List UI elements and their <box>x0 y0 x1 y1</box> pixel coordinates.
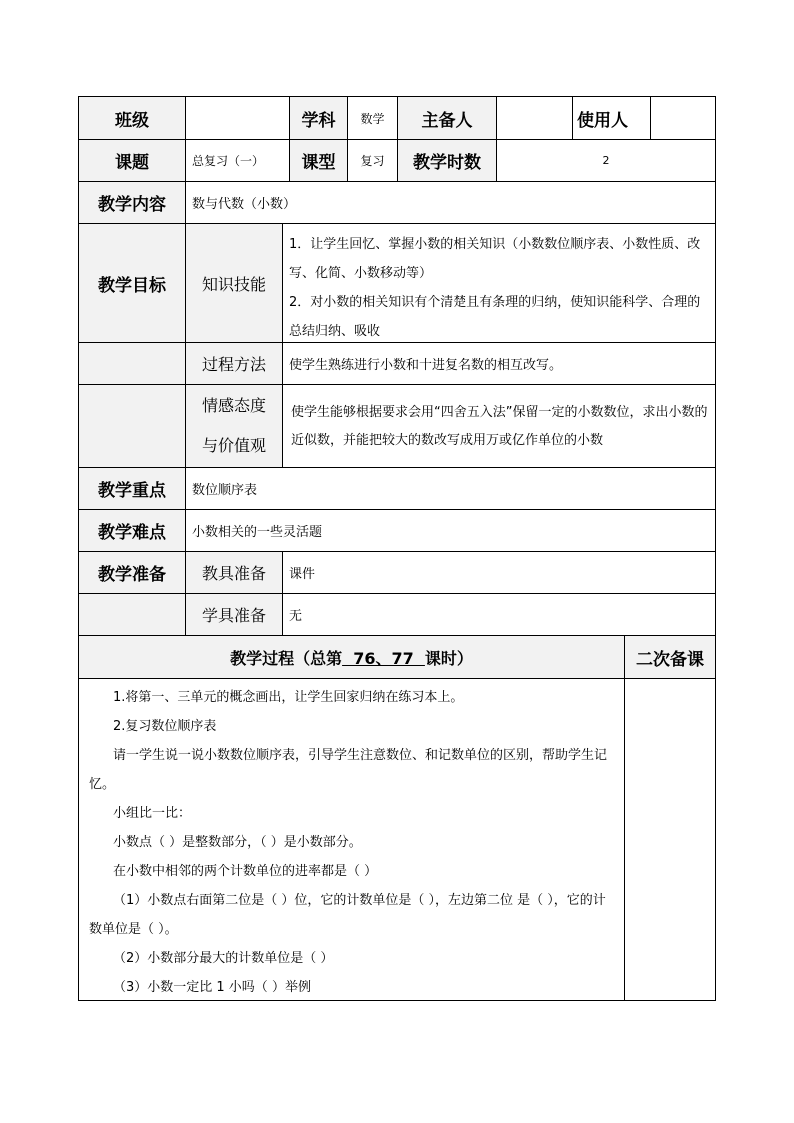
process-line: （2）小数部分最大的计数单位是（ ） <box>113 951 334 966</box>
emotion-value: 使学生能够根据要求会用“四舍五入法”保留一定的小数数位，求出小数的近似数，并能把较大的数改写成用万或亿作单位的小数 <box>283 385 715 468</box>
second-prep-cell <box>625 679 715 1000</box>
blank-cell <box>79 343 186 385</box>
process-line: 请一学生说一说小数数位顺序表，引导学生注意数位、和记数单位的区别，帮助学生记忆。 <box>89 748 608 792</box>
topic-label: 课题 <box>79 140 186 182</box>
class-label: 班级 <box>79 97 186 140</box>
key-point-label: 教学重点 <box>79 468 186 510</box>
lead-value <box>497 97 573 140</box>
hours-label: 教学时数 <box>398 140 497 182</box>
process-line: 小数点（ ）是整数部分，（ ）是小数部分。 <box>113 835 362 850</box>
user-value <box>651 97 715 140</box>
process-line: 1.将第一、三单元的概念画出，让学生回家归纳在练习本上。 <box>113 690 464 705</box>
goals-label: 教学目标 <box>79 224 186 343</box>
difficulty-label: 教学难点 <box>79 510 186 552</box>
knowledge-item-1: 1．让学生回忆、掌握小数的相关知识（小数数位顺序表、小数性质、改写、化简、小数移动等） <box>289 237 701 281</box>
lesson-numbers: 76、77 <box>342 648 425 668</box>
hours-value: 2 <box>497 140 715 182</box>
emotion-label <box>186 385 283 468</box>
process-line: （1）小数点右面第二位是（ ）位，它的计数单位是（ ），左边第二位 是（ ），它的计数单位是（ ）。 <box>89 893 606 937</box>
process-header <box>79 636 625 679</box>
emotion-label-line-2: 与价值观 <box>201 436 266 455</box>
teacher-prep-label: 教具准备 <box>186 552 283 594</box>
process-body <box>79 679 625 1000</box>
content-label: 教学内容 <box>79 182 186 224</box>
process-line: 小组比一比： <box>113 806 192 821</box>
key-point-value: 数位顺序表 <box>186 468 715 510</box>
difficulty-value: 小数相关的一些灵活题 <box>186 510 715 552</box>
lead-label: 主备人 <box>398 97 497 140</box>
blank-cell <box>79 594 186 636</box>
prep-label: 教学准备 <box>79 552 186 594</box>
type-value: 复习 <box>348 140 398 182</box>
knowledge-text <box>283 224 715 343</box>
subject-label: 学科 <box>290 97 348 140</box>
emotion-label-line-1: 情感态度 <box>201 396 266 415</box>
user-label: 使用人 <box>573 97 651 140</box>
second-prep-label: 二次备课 <box>625 636 715 679</box>
process-header-prefix: 教学过程（总第 <box>230 648 343 668</box>
student-prep-value: 无 <box>283 594 715 636</box>
process-line: 2.复习数位顺序表 <box>113 719 217 734</box>
process-method-label: 过程方法 <box>186 343 283 385</box>
teacher-prep-value: 课件 <box>283 552 715 594</box>
process-method-value: 使学生熟练进行小数和十进复名数的相互改写。 <box>283 343 715 385</box>
class-value <box>186 97 290 140</box>
content-value: 数与代数（小数） <box>186 182 715 224</box>
blank-cell <box>79 385 186 468</box>
subject-value: 数学 <box>348 97 398 140</box>
knowledge-label: 知识技能 <box>186 224 283 343</box>
type-label: 课型 <box>290 140 348 182</box>
topic-value: 总复习（一） <box>186 140 290 182</box>
process-line: （3）小数一定比 1 小吗（ ）举例 <box>113 980 311 995</box>
process-line: 在小数中相邻的两个计数单位的进率都是（ ） <box>113 864 378 879</box>
student-prep-label: 学具准备 <box>186 594 283 636</box>
process-header-suffix: 课时） <box>424 648 473 668</box>
knowledge-item-2: 2．对小数的相关知识有个清楚且有条理的归纳，使知识能科学、合理的总结归纳、吸收 <box>289 295 701 339</box>
lesson-plan-table <box>78 96 716 1001</box>
